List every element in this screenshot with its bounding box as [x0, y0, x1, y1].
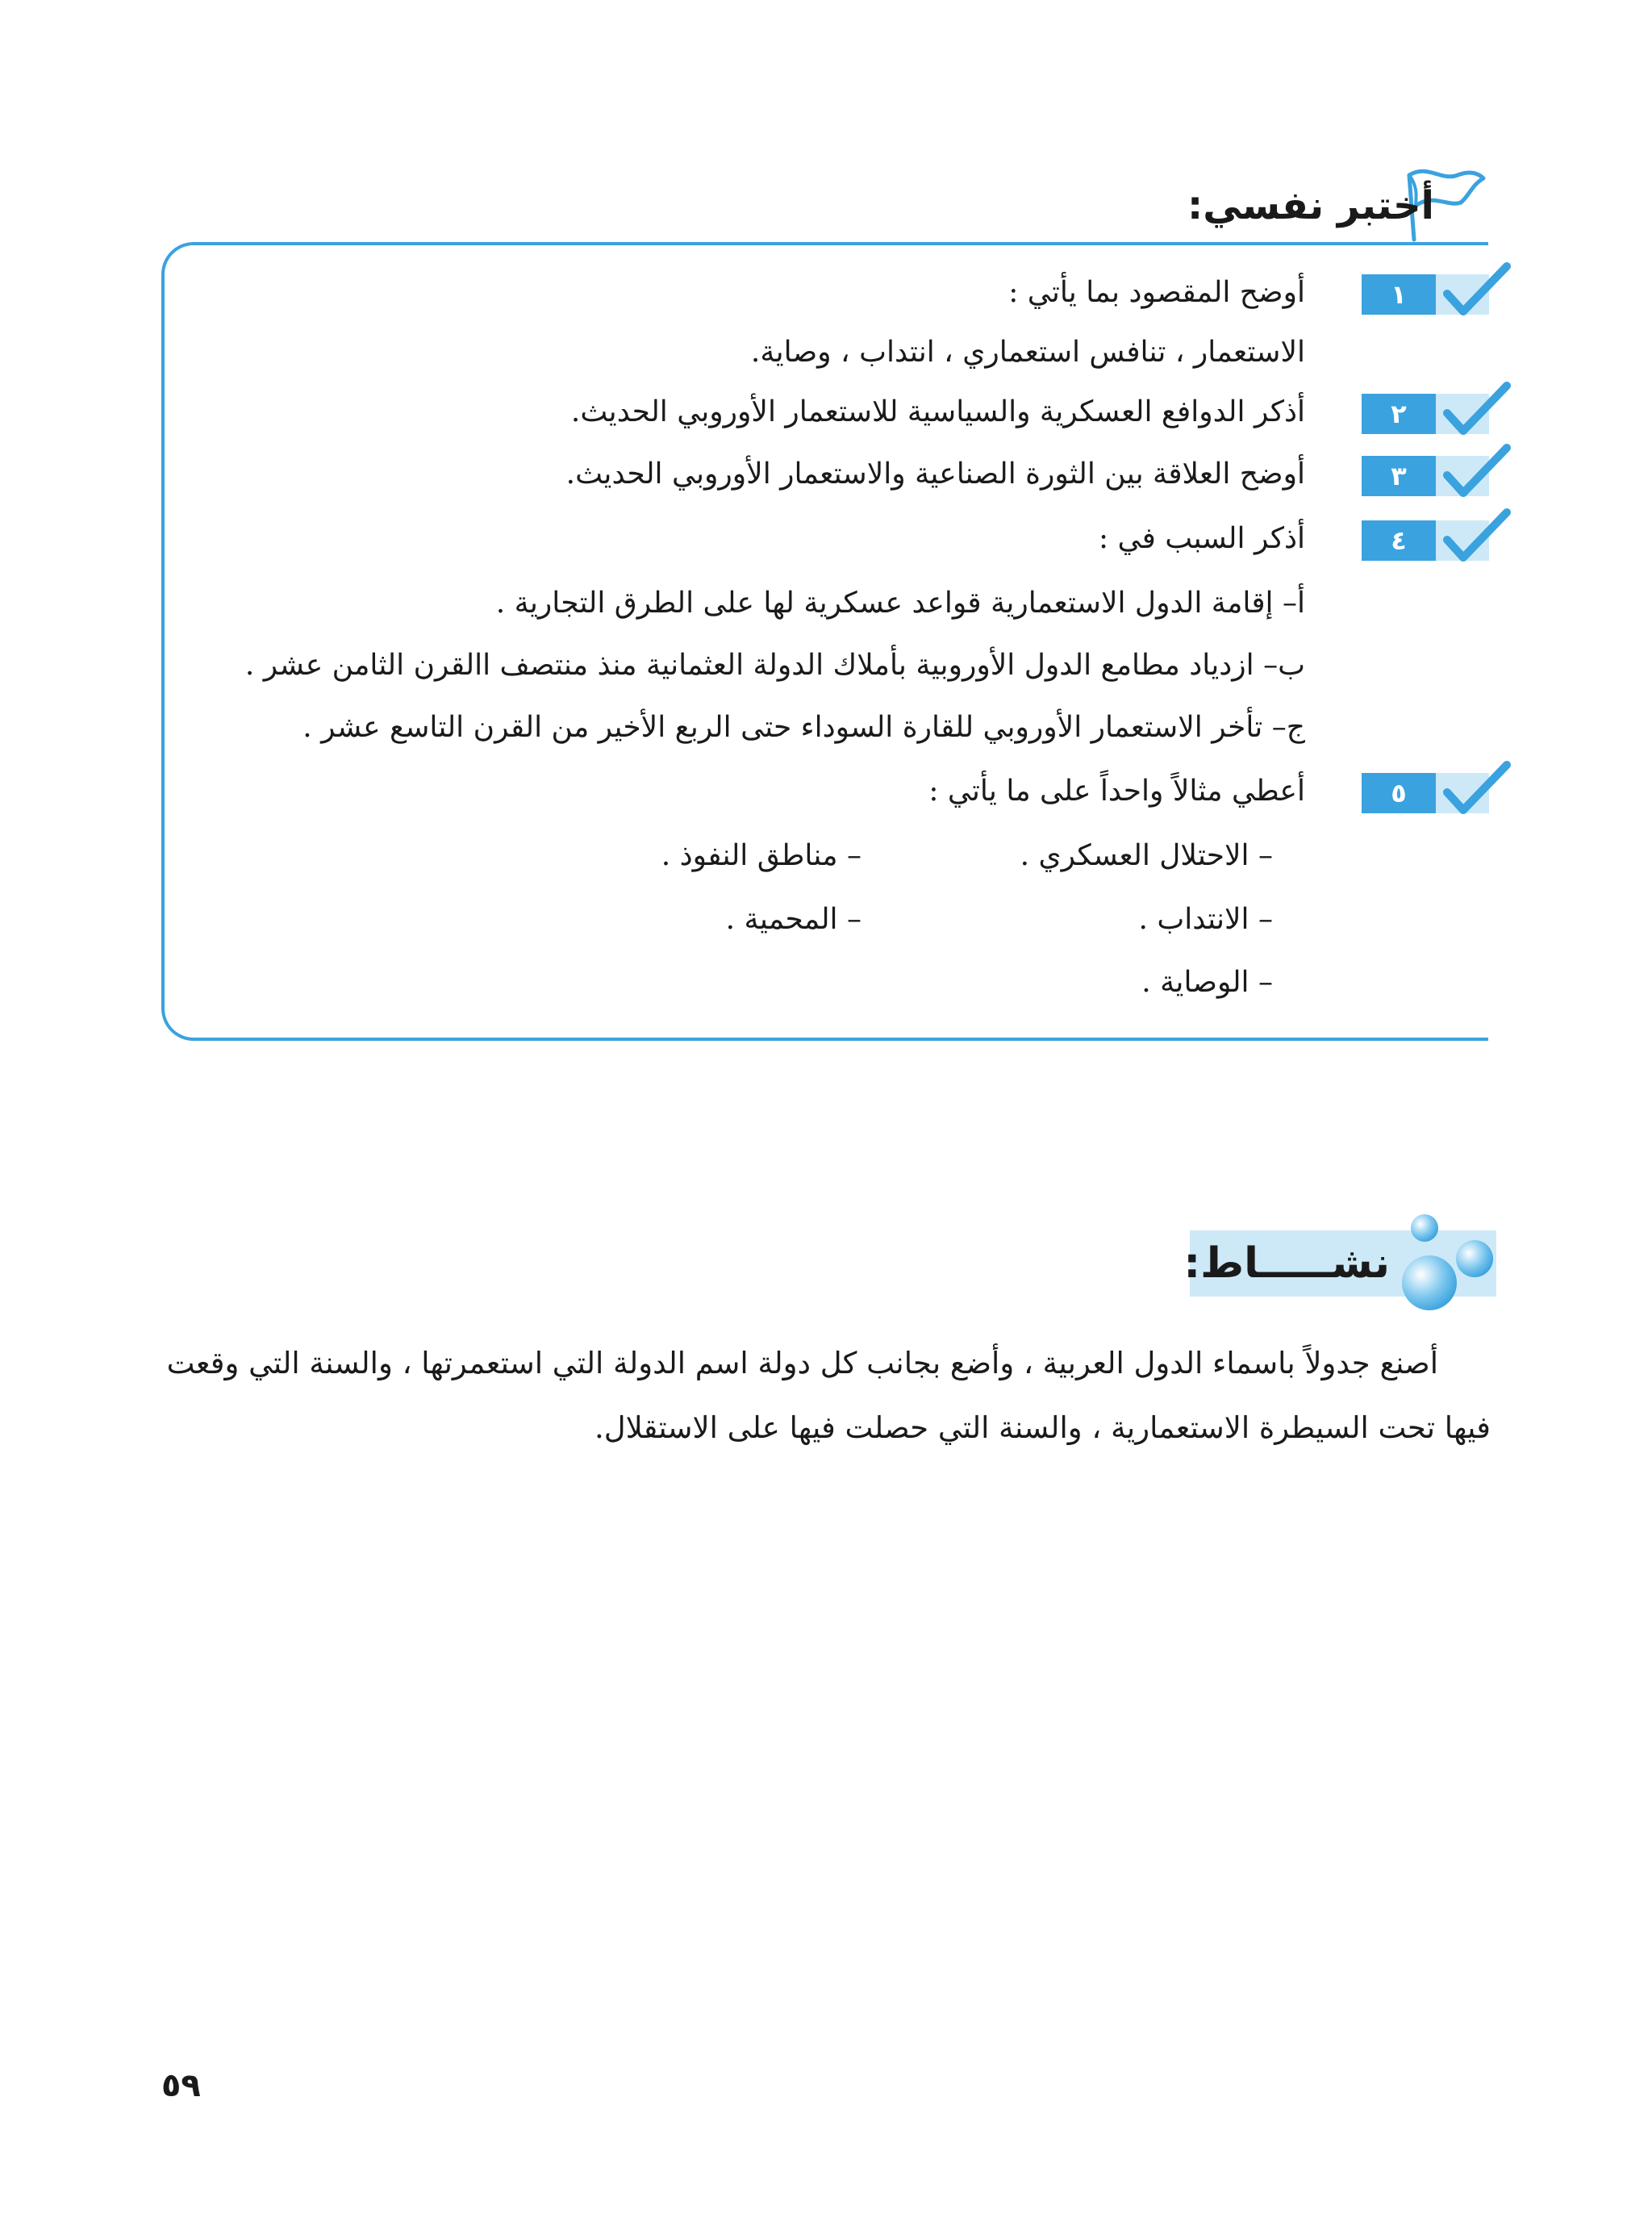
checkmark-icon [1439, 506, 1512, 566]
checkmark-icon [1439, 260, 1512, 320]
question-number: ١ [1362, 274, 1436, 315]
question-marker-3 [1362, 456, 1489, 496]
question-text: أوضح العلاقة بين الثورة الصناعية والاستعمار الأوروبي الحديث. [565, 457, 1305, 491]
question-number: ٥ [1362, 773, 1436, 813]
example-item: – مناطق النفوذ . [661, 839, 861, 872]
question-number: ٣ [1362, 456, 1436, 496]
question-item: ب– ازدياد مطامع الدول الأوروبية بأملاك الدولة العثمانية منذ منتصف االقرن الثامن عشر . [244, 649, 1305, 682]
example-item: – المحمية . [725, 903, 861, 936]
question-text: أعطي مثالاً واحداً على ما يأتي : [928, 775, 1305, 808]
question-marker-2 [1362, 394, 1489, 434]
question-marker-4 [1362, 520, 1489, 561]
example-item: – الاحتلال العسكري . [1020, 839, 1273, 872]
question-marker-1 [1362, 274, 1489, 315]
question-item: ج– تأخر الاستعمار الأوروبي للقارة السوداء حتى الربع الأخير من القرن التاسع عشر . [302, 711, 1305, 744]
self-test-title: أختبر نفسي: [1187, 183, 1434, 228]
bubbles-icon [1387, 1210, 1496, 1315]
question-number: ٤ [1362, 520, 1436, 561]
question-marker-5 [1362, 773, 1489, 813]
example-item: – الوصاية . [1141, 966, 1273, 999]
page-number: ٥٩ [161, 2067, 201, 2104]
activity-line-2: فيها تحت السيطرة الاستعمارية ، والسنة التي حصلت فيها على الاستقلال. [594, 1410, 1491, 1445]
example-item: – الانتداب . [1138, 903, 1273, 936]
question-text: أذكر الدوافع العسكرية والسياسية للاستعمار الأوروبي الحديث. [570, 395, 1305, 428]
checkmark-icon [1439, 758, 1512, 819]
activity-title: نشـــــاط: [1183, 1239, 1390, 1288]
question-text: أذكر السبب في : [1098, 522, 1305, 555]
question-text: أوضح المقصود بما يأتي : [1008, 276, 1305, 309]
question-item: أ– إقامة الدول الاستعمارية قواعد عسكرية لها على الطرق التجارية . [495, 587, 1305, 620]
checkmark-icon [1439, 379, 1512, 440]
question-number: ٢ [1362, 394, 1436, 434]
activity-line-1: أصنع جدولاً باسماء الدول العربية ، وأضع بجانب كل دولة اسم الدولة التي استعمرتها ، والسنة التي وقعت [166, 1346, 1438, 1381]
question-item: الاستعمار ، تنافس استعماري ، انتداب ، وصاية. [750, 336, 1305, 369]
checkmark-icon [1439, 441, 1512, 502]
